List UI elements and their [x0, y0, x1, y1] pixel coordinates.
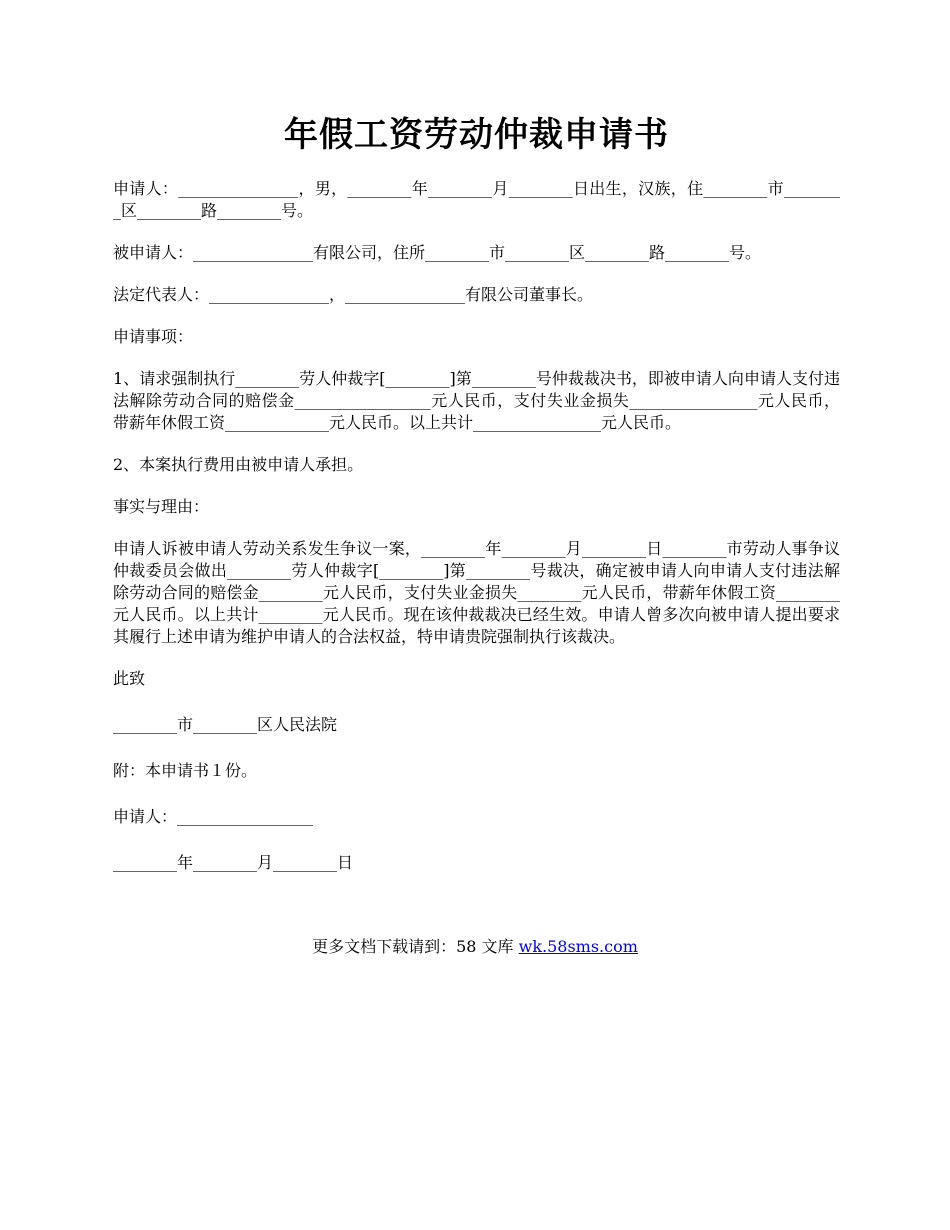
- document-title: 年假工资劳动仲裁申请书: [284, 115, 669, 155]
- date-line: ________年________月________日: [113, 853, 354, 872]
- respondent-paragraph: 被申请人：_______________有限公司，住所________市________区________路________号。: [113, 243, 762, 262]
- claim-1-paragraph: 1、请求强制执行________劳人仲裁字[________]第________号仲裁裁决书，即被申请人向申请人支付违法解除劳动合同的赔偿金_________________元人民币，支付失业金损失________________元人民币，带薪年休假工资_____________元人民币。以上共计________________元人民币。: [113, 369, 840, 432]
- document-page: [113, 108, 840, 898]
- facts-paragraph: 申请人诉被申请人劳动关系发生争议一案，________年________月________日________市劳动人事争议仲裁委员会做出________劳人仲裁字[________]第________号裁决，确定被申请人向申请人支付违法解除劳动合同的赔偿金________元人民币，支付失业金损失________元人民币，带薪年休假工资________元人民币。以上共计________元人民币。现在该仲裁裁决已经生效。申请人曾多次向被申请人提出要求其履行上述申请为维护申请人的合法权益，特申请贵院强制执行该裁决。: [113, 539, 840, 646]
- footer-link[interactable]: wk.58sms.com: [518, 937, 638, 956]
- footer: [0, 936, 950, 958]
- signature-line: 申请人：_________________: [113, 807, 314, 826]
- facts-heading: 事实与理由：: [113, 497, 210, 516]
- claim-2-paragraph: 2、本案执行费用由被申请人承担。: [113, 455, 364, 474]
- legal-representative-paragraph: 法定代表人：_______________，_______________有限公司董事长。: [113, 285, 594, 304]
- attachment-line: 附：本申请书１份。: [113, 761, 258, 780]
- claims-heading: 申请事项：: [113, 327, 194, 346]
- court-line: ________市________区人民法院: [113, 715, 338, 734]
- salutation: 此致: [113, 669, 146, 688]
- footer-text: 更多文档下载请到：58 文库: [312, 937, 519, 956]
- applicant-paragraph: 申请人：_______________，男，________年________月________日出生，汉族，住________市________区________路________号。: [113, 179, 840, 220]
